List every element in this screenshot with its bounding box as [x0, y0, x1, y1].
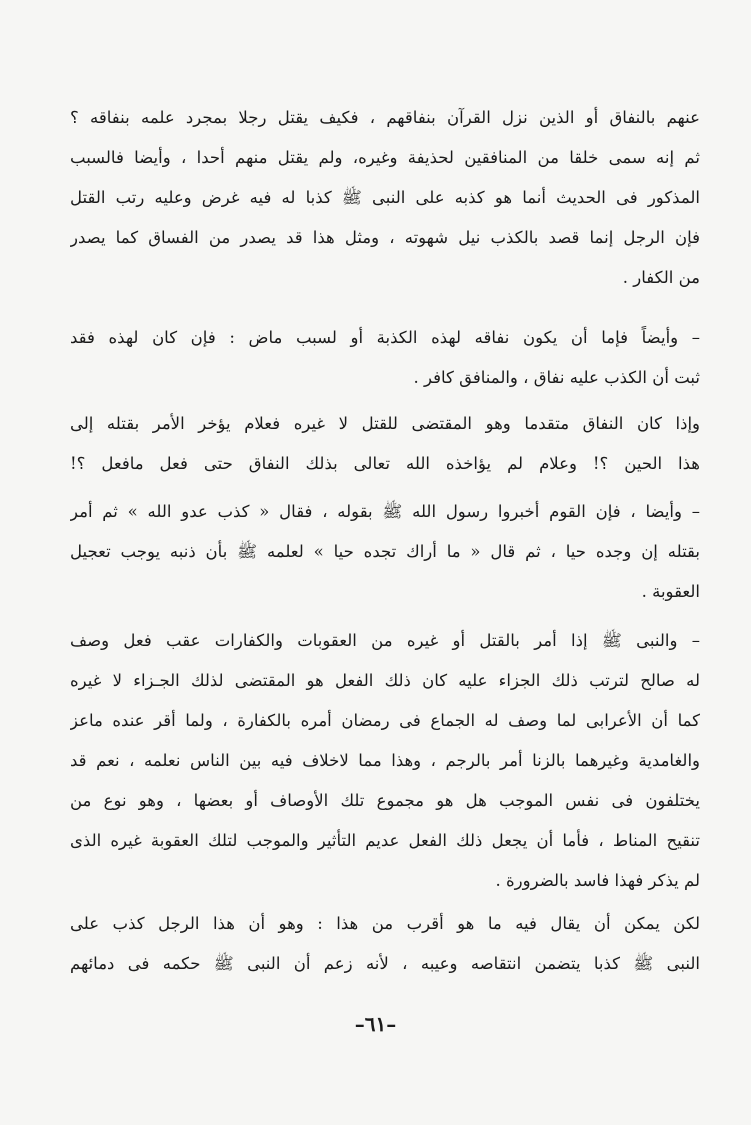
text-line: وإذا كان النفاق متقدما وهو المقتضى للقتل لا غيره فعلام يؤخر الأمر بقتله إلى: [70, 414, 700, 433]
paragraph-5: [70, 621, 700, 901]
text-line: بقتله إن وجده حيا ، ثم قال « ما أراك تجده حيا » لعلمه ﷺ بأن ذنبه يوجب تعجيل: [70, 542, 700, 561]
text-line: والغامدية وغيرهما بالزنا أمر بالرجم ، وهذا مما لاخلاف فيه بين الناس نعلمه ، نعم قد: [70, 751, 700, 770]
paragraph-4: [70, 492, 700, 612]
text-line: – وأيضا ، فإن القوم أخبروا رسول الله ﷺ بقوله ، فقال « كذب عدو الله » ثم أمر: [70, 502, 700, 521]
paragraph-6: [70, 904, 700, 984]
text-line: يختلفون فى نفس الموجب هل هو مجموع تلك الأوصاف أو بعضها ، وهو نوع من: [70, 791, 700, 810]
text-line: ثم إنه سمى خلقا من المنافقين لحذيفة وغيره، ولم يقتل منهم أحدا ، وأيضا فالسبب: [70, 148, 700, 167]
text-line: – وأيضاً فإما أن يكون نفاقه لهذه الكذبة أو لسبب ماض : فإن كان لهذه فقد: [70, 328, 700, 347]
page-number: –٦١–: [354, 1012, 397, 1036]
text-line: له صالح لترتب ذلك الجزاء عليه كان ذلك الفعل هو المقتضى لذلك الجـزاء لا غيره: [70, 671, 700, 690]
text-line: من الكفار .: [622, 268, 700, 287]
text-line: لم يذكر فهذا فاسد بالضرورة .: [495, 871, 700, 890]
text-line: فإن الرجل إنما قصد بالكذب نيل شهوته ، ومثل هذا قد يصدر من الفساق كما يصدر: [70, 228, 700, 247]
text-line: النبى ﷺ كذبا يتضمن انتقاصه وعيبه ، لأنه زعم أن النبى ﷺ حكمه فى دمائهم: [70, 954, 700, 973]
text-line: – والنبى ﷺ إذا أمر بالقتل أو غيره من العقوبات والكفارات عقب فعل وصف: [70, 631, 700, 650]
text-line: العقوبة .: [641, 582, 700, 601]
text-line: المذكور فى الحديث أنما هو كذبه على النبى ﷺ كذبا له فيه غرض وعليه رتب القتل: [70, 188, 700, 207]
paragraph-3: [70, 404, 700, 484]
text-line: عنهم بالنفاق أو الذين نزل القرآن بنفاقهم ، فكيف يقتل رجلا بمجرد علمه بنفاقه ؟: [70, 108, 700, 127]
text-line: كما أن الأعرابى لما وصف له الجماع فى رمضان أمره بالكفارة ، ولما أقر عنده ماعز: [70, 711, 700, 730]
text-line: لكن يمكن أن يقال فيه ما هو أقرب من هذا : وهو أن هذا الرجل كذب على: [70, 914, 700, 933]
text-line: ثبت أن الكذب عليه نفاق ، والمنافق كافر .: [413, 368, 700, 387]
paragraph-1: [70, 98, 700, 298]
text-line: تنقيح المناط ، فأما أن يجعل ذلك الفعل عديم التأثير والموجب لتلك العقوبة غيره الذى: [70, 831, 700, 850]
paragraph-2: [70, 318, 700, 398]
text-line: هذا الحين ؟! وعلام لم يؤاخذه الله تعالى بذلك النفاق حتى فعل مافعل ؟!: [70, 454, 700, 473]
